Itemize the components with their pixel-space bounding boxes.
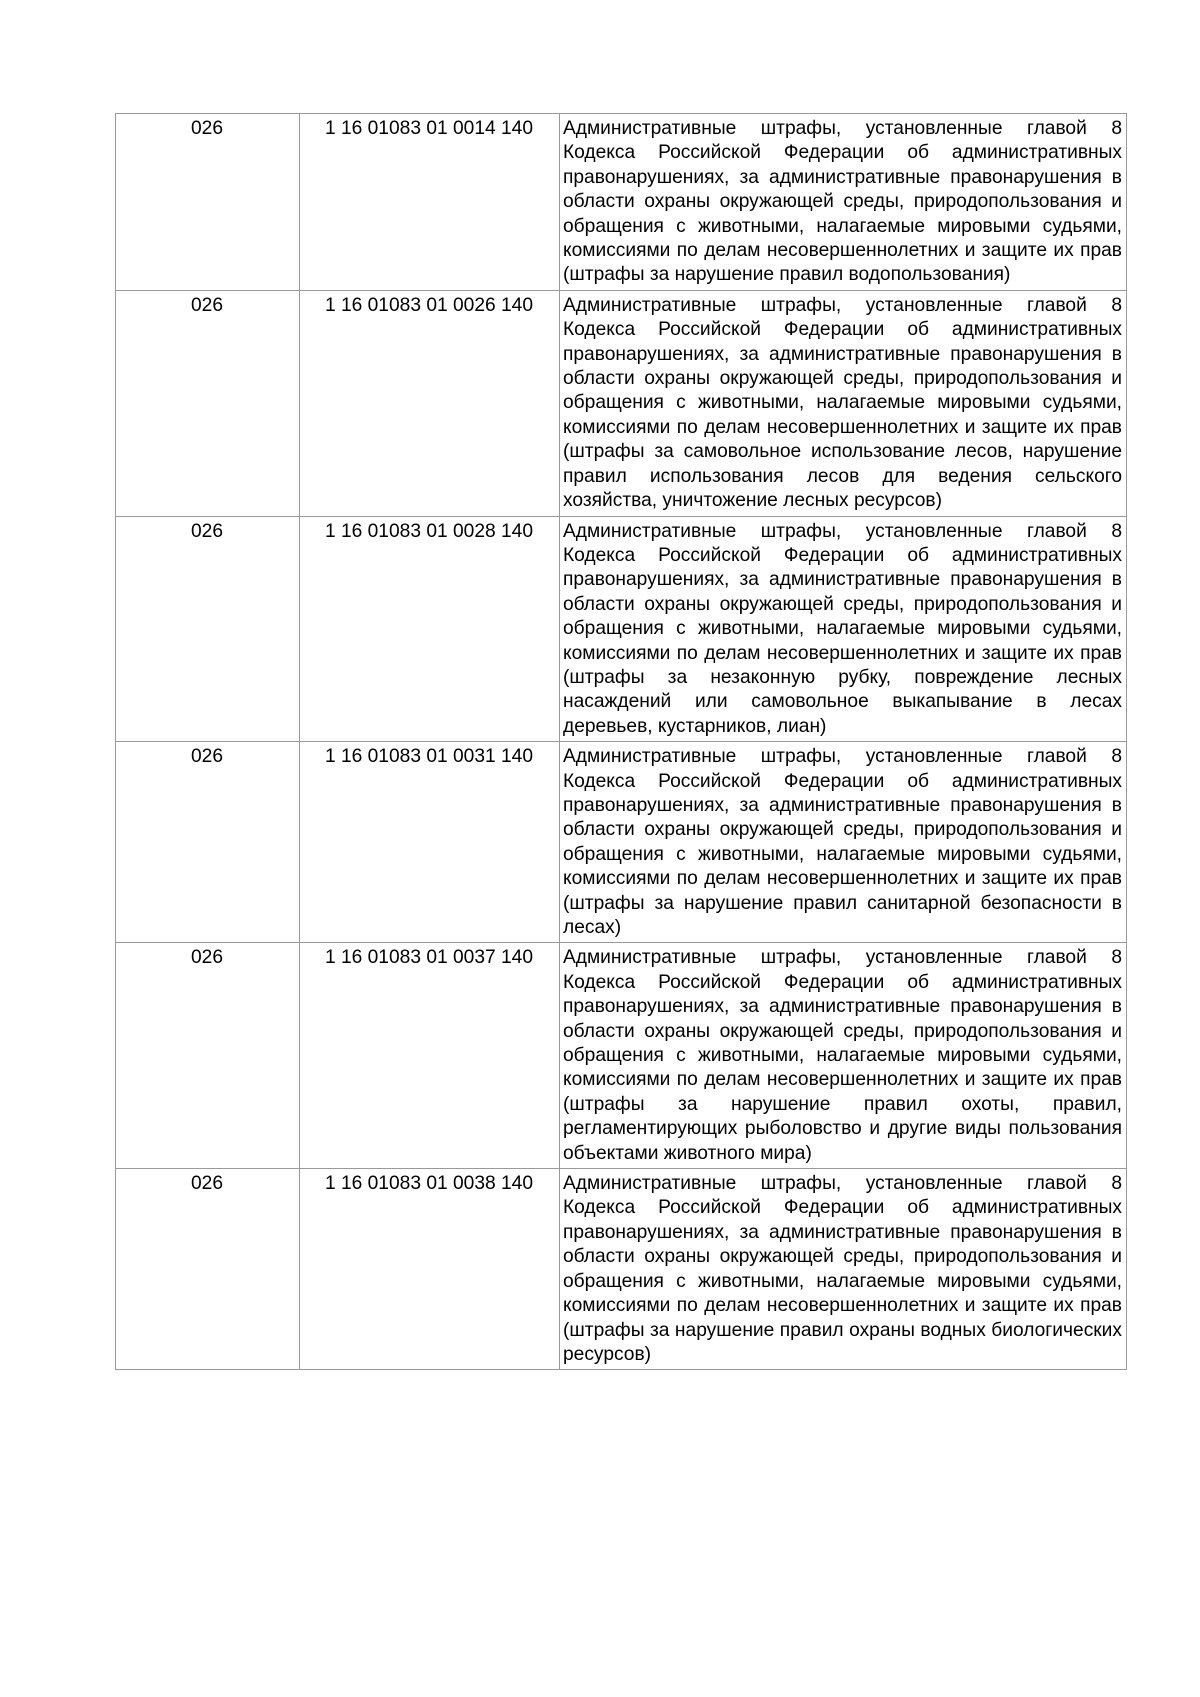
admin-code-cell: 026 bbox=[116, 114, 300, 291]
table-row bbox=[116, 114, 1127, 291]
revenue-name-cell: Административные штрафы, установленные главой 8 Кодекса Российской Федерации об административных правонарушениях, за административные правонарушения в области охраны окружающей среды, природопользования и обращения с животными, налагаемые мировыми судьями, комиссиями по делам несовершеннолетних и защите их прав (штрафы за незаконную рубку, повреждение лесных насаждений или самовольное выкапывание в лесах деревьев, кустарников, лиан) bbox=[560, 516, 1127, 742]
admin-code-cell: 026 bbox=[116, 943, 300, 1169]
revenue-name-cell: Административные штрафы, установленные главой 8 Кодекса Российской Федерации об административных правонарушениях, за административные правонарушения в области охраны окружающей среды, природопользования и обращения с животными, налагаемые мировыми судьями, комиссиями по делам несовершеннолетних и защите их прав (штрафы за нарушение правил водопользования) bbox=[560, 114, 1127, 291]
admin-code-cell: 026 bbox=[116, 1169, 300, 1370]
kbk-code-cell: 1 16 01083 01 0028 140 bbox=[300, 516, 560, 742]
revenue-codes-table bbox=[115, 113, 1127, 1370]
revenue-name-cell: Административные штрафы, установленные главой 8 Кодекса Российской Федерации об административных правонарушениях, за административные правонарушения в области охраны окружающей среды, природопользования и обращения с животными, налагаемые мировыми судьями, комиссиями по делам несовершеннолетних и защите их прав (штрафы за нарушение правил охраны водных биологических ресурсов) bbox=[560, 1169, 1127, 1370]
revenue-name-cell: Административные штрафы, установленные главой 8 Кодекса Российской Федерации об административных правонарушениях, за административные правонарушения в области охраны окружающей среды, природопользования и обращения с животными, налагаемые мировыми судьями, комиссиями по делам несовершеннолетних и защите их прав (штрафы за самовольное использование лесов, нарушение правил использования лесов для ведения сельского хозяйства, уничтожение лесных ресурсов) bbox=[560, 290, 1127, 516]
admin-code-cell: 026 bbox=[116, 742, 300, 943]
revenue-name-cell: Административные штрафы, установленные главой 8 Кодекса Российской Федерации об административных правонарушениях, за административные правонарушения в области охраны окружающей среды, природопользования и обращения с животными, налагаемые мировыми судьями, комиссиями по делам несовершеннолетних и защите их прав (штрафы за нарушение правил охоты, правил, регламентирующих рыболовство и другие виды пользования объектами животного мира) bbox=[560, 943, 1127, 1169]
table-row bbox=[116, 516, 1127, 742]
table-row bbox=[116, 742, 1127, 943]
admin-code-cell: 026 bbox=[116, 290, 300, 516]
admin-code-cell: 026 bbox=[116, 516, 300, 742]
kbk-code-cell: 1 16 01083 01 0038 140 bbox=[300, 1169, 560, 1370]
table-row bbox=[116, 943, 1127, 1169]
table-row bbox=[116, 1169, 1127, 1370]
table-row bbox=[116, 290, 1127, 516]
kbk-code-cell: 1 16 01083 01 0026 140 bbox=[300, 290, 560, 516]
kbk-code-cell: 1 16 01083 01 0037 140 bbox=[300, 943, 560, 1169]
document-page bbox=[115, 113, 1127, 1370]
kbk-code-cell: 1 16 01083 01 0014 140 bbox=[300, 114, 560, 291]
kbk-code-cell: 1 16 01083 01 0031 140 bbox=[300, 742, 560, 943]
revenue-name-cell: Административные штрафы, установленные главой 8 Кодекса Российской Федерации об административных правонарушениях, за административные правонарушения в области охраны окружающей среды, природопользования и обращения с животными, налагаемые мировыми судьями, комиссиями по делам несовершеннолетних и защите их прав (штрафы за нарушение правил санитарной безопасности в лесах) bbox=[560, 742, 1127, 943]
